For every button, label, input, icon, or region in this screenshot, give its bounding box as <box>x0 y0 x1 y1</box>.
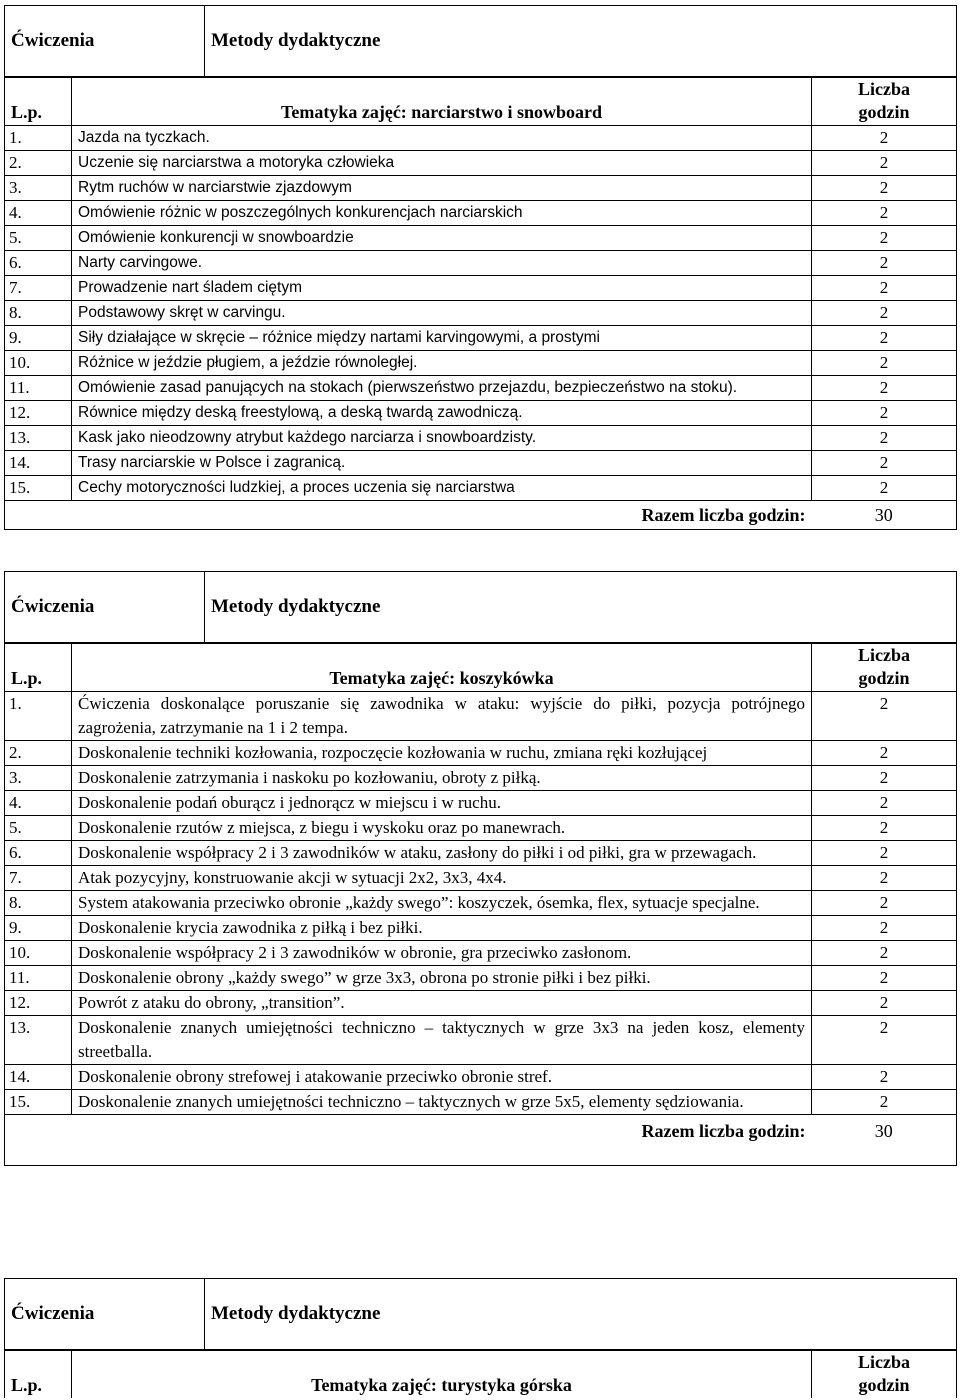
table-row <box>5 151 957 176</box>
section-skiing <box>4 5 956 530</box>
row-number: 1. <box>5 126 72 151</box>
row-topic: Jazda na tyczkach. <box>72 126 812 151</box>
row-topic: Doskonalenie techniki kozłowania, rozpoczęcie kozłowania w ruchu, zmiana ręki kozłującej <box>72 741 812 766</box>
row-number: 10. <box>5 351 72 376</box>
row-number: 8. <box>5 891 72 916</box>
row-hours: 2 <box>812 301 957 326</box>
row-number: 4. <box>5 201 72 226</box>
total-value: 30 <box>812 501 957 530</box>
hours-header: Liczba godzin <box>812 78 957 126</box>
row-hours: 2 <box>812 376 957 401</box>
row-number: 2. <box>5 741 72 766</box>
row-hours: 2 <box>812 866 957 891</box>
topics-table <box>4 1350 957 1398</box>
table-row <box>5 1016 957 1065</box>
row-hours: 2 <box>812 991 957 1016</box>
table-row <box>5 376 957 401</box>
row-topic: Siły działające w skręcie – różnice między nartami karvingowymi, a prostymi <box>72 326 812 351</box>
row-number: 14. <box>5 1065 72 1090</box>
methods-table <box>4 5 957 77</box>
table-row <box>5 126 957 151</box>
topics-table <box>4 643 957 1166</box>
table-row <box>5 476 957 501</box>
row-topic: Doskonalenie rzutów z miejsca, z biegu i wyskoku oraz po manewrach. <box>72 816 812 841</box>
hours-header: Liczba godzin <box>812 644 957 692</box>
row-hours: 2 <box>812 126 957 151</box>
row-topic: Rytm ruchów w narciarstwie zjazdowym <box>72 176 812 201</box>
row-number: 12. <box>5 401 72 426</box>
row-hours: 2 <box>812 816 957 841</box>
row-number: 14. <box>5 451 72 476</box>
row-number: 9. <box>5 326 72 351</box>
row-hours: 2 <box>812 251 957 276</box>
row-hours: 2 <box>812 451 957 476</box>
topic-title: Tematyka zajęć: narciarstwo i snowboard <box>72 78 812 126</box>
row-hours: 2 <box>812 476 957 501</box>
row-hours: 2 <box>812 276 957 301</box>
row-hours: 2 <box>812 966 957 991</box>
table-row <box>5 891 957 916</box>
section-mountain-tourism <box>4 1278 956 1398</box>
table-row <box>5 692 957 741</box>
row-topic: Ćwiczenia doskonalące poruszanie się zawodnika w ataku: wyjście do piłki, pozycja potrójnego zagrożenia, zatrzymanie na 1 i 2 tempa. <box>72 692 812 741</box>
row-topic: Atak pozycyjny, konstruowanie akcji w sytuacji 2x2, 3x3, 4x4. <box>72 866 812 891</box>
row-hours: 2 <box>812 891 957 916</box>
row-topic: Doskonalenie podań oburącz i jednorącz w miejscu i w ruchu. <box>72 791 812 816</box>
row-hours: 2 <box>812 741 957 766</box>
row-topic: Doskonalenie znanych umiejętności techniczno – taktycznych w grze 3x3 na jeden kosz, elementy streetballa. <box>72 1016 812 1065</box>
row-hours: 2 <box>812 426 957 451</box>
row-topic: Doskonalenie zatrzymania i naskoku po kozłowaniu, obroty z piłką. <box>72 766 812 791</box>
table-row <box>5 426 957 451</box>
row-number: 4. <box>5 791 72 816</box>
row-topic: Omówienie różnic w poszczególnych konkurencjach narciarskich <box>72 201 812 226</box>
row-topic: Doskonalenie krycia zawodnika z piłką i bez piłki. <box>72 916 812 941</box>
table-row <box>5 916 957 941</box>
row-hours: 2 <box>812 201 957 226</box>
row-hours: 2 <box>812 1016 957 1065</box>
lp-header: L.p. <box>5 644 72 692</box>
row-hours: 2 <box>812 401 957 426</box>
table-row <box>5 791 957 816</box>
row-hours: 2 <box>812 176 957 201</box>
row-topic: Różnice w jeździe pługiem, a jeździe równoległej. <box>72 351 812 376</box>
row-number: 5. <box>5 226 72 251</box>
row-topic: Powrót z ataku do obrony, „transition”. <box>72 991 812 1016</box>
row-topic: Doskonalenie współpracy 2 i 3 zawodników w obronie, gra przeciwko zasłonom. <box>72 941 812 966</box>
row-number: 11. <box>5 966 72 991</box>
row-topic: Cechy motoryczności ludzkiej, a proces uczenia się narciarstwa <box>72 476 812 501</box>
topic-title: Tematyka zajęć: koszykówka <box>72 644 812 692</box>
table-row <box>5 866 957 891</box>
row-hours: 2 <box>812 151 957 176</box>
hours-header: Liczba godzin <box>812 1351 957 1399</box>
row-hours: 2 <box>812 351 957 376</box>
table-row <box>5 201 957 226</box>
row-topic: Podstawowy skręt w carvingu. <box>72 301 812 326</box>
row-number: 11. <box>5 376 72 401</box>
table-row <box>5 966 957 991</box>
row-hours: 2 <box>812 941 957 966</box>
table-row <box>5 766 957 791</box>
table-row <box>5 351 957 376</box>
row-topic: Doskonalenie obrony strefowej i atakowanie przeciwko obronie stref. <box>72 1065 812 1090</box>
row-topic: Omówienie zasad panujących na stokach (pierwszeństwo przejazdu, bezpieczeństwo na stoku). <box>72 376 812 401</box>
exercises-label: Ćwiczenia <box>5 6 205 77</box>
row-topic: Równice między deską freestylową, a deską twardą zawodniczą. <box>72 401 812 426</box>
table-row <box>5 276 957 301</box>
section-basketball <box>4 571 956 1166</box>
total-label: Razem liczba godzin: <box>5 1115 812 1166</box>
total-label: Razem liczba godzin: <box>5 501 812 530</box>
exercises-label: Ćwiczenia <box>5 572 205 643</box>
methods-label: Metody dydaktyczne <box>205 572 957 643</box>
row-hours: 2 <box>812 226 957 251</box>
table-row <box>5 841 957 866</box>
row-topic: Narty carvingowe. <box>72 251 812 276</box>
methods-label: Metody dydaktyczne <box>205 6 957 77</box>
row-topic: Doskonalenie obrony „każdy swego” w grze 3x3, obrona po stronie piłki i bez piłki. <box>72 966 812 991</box>
row-hours: 2 <box>812 916 957 941</box>
table-row <box>5 741 957 766</box>
row-number: 1. <box>5 692 72 741</box>
row-hours: 2 <box>812 1065 957 1090</box>
table-row <box>5 401 957 426</box>
table-row <box>5 451 957 476</box>
row-number: 6. <box>5 841 72 866</box>
row-number: 15. <box>5 1090 72 1115</box>
row-hours: 2 <box>812 791 957 816</box>
methods-table <box>4 1278 957 1350</box>
table-row <box>5 226 957 251</box>
table-row <box>5 991 957 1016</box>
row-number: 13. <box>5 1016 72 1065</box>
table-row <box>5 1065 957 1090</box>
table-row <box>5 1090 957 1115</box>
row-number: 2. <box>5 151 72 176</box>
row-topic: Uczenie się narciarstwa a motoryka człowieka <box>72 151 812 176</box>
table-row <box>5 816 957 841</box>
lp-header: L.p. <box>5 1351 72 1399</box>
total-value: 30 <box>812 1115 957 1166</box>
row-hours: 2 <box>812 692 957 741</box>
row-topic: Doskonalenie znanych umiejętności techniczno – taktycznych w grze 5x5, elementy sędziowania. <box>72 1090 812 1115</box>
row-number: 13. <box>5 426 72 451</box>
row-hours: 2 <box>812 841 957 866</box>
row-number: 12. <box>5 991 72 1016</box>
row-number: 8. <box>5 301 72 326</box>
table-row <box>5 326 957 351</box>
lp-header: L.p. <box>5 78 72 126</box>
row-topic: Doskonalenie współpracy 2 i 3 zawodników w ataku, zasłony do piłki i od piłki, gra w przewagach. <box>72 841 812 866</box>
table-row <box>5 176 957 201</box>
row-hours: 2 <box>812 1090 957 1115</box>
methods-table <box>4 571 957 643</box>
table-row <box>5 301 957 326</box>
table-row <box>5 251 957 276</box>
row-number: 7. <box>5 866 72 891</box>
row-number: 3. <box>5 176 72 201</box>
row-number: 10. <box>5 941 72 966</box>
row-number: 15. <box>5 476 72 501</box>
topics-table <box>4 77 957 530</box>
row-number: 3. <box>5 766 72 791</box>
row-topic: System atakowania przeciwko obronie „każdy swego”: koszyczek, ósemka, flex, sytuacje specjalne. <box>72 891 812 916</box>
exercises-label: Ćwiczenia <box>5 1279 205 1350</box>
row-topic: Kask jako nieodzowny atrybut każdego narciarza i snowboardzisty. <box>72 426 812 451</box>
row-number: 5. <box>5 816 72 841</box>
row-number: 9. <box>5 916 72 941</box>
row-number: 7. <box>5 276 72 301</box>
table-row <box>5 941 957 966</box>
row-topic: Trasy narciarskie w Polsce i zagranicą. <box>72 451 812 476</box>
topic-title: Tematyka zajęć: turystyka górska <box>72 1351 812 1399</box>
row-topic: Omówienie konkurencji w snowboardzie <box>72 226 812 251</box>
row-hours: 2 <box>812 766 957 791</box>
row-hours: 2 <box>812 326 957 351</box>
row-topic: Prowadzenie nart śladem ciętym <box>72 276 812 301</box>
row-number: 6. <box>5 251 72 276</box>
methods-label: Metody dydaktyczne <box>205 1279 957 1350</box>
